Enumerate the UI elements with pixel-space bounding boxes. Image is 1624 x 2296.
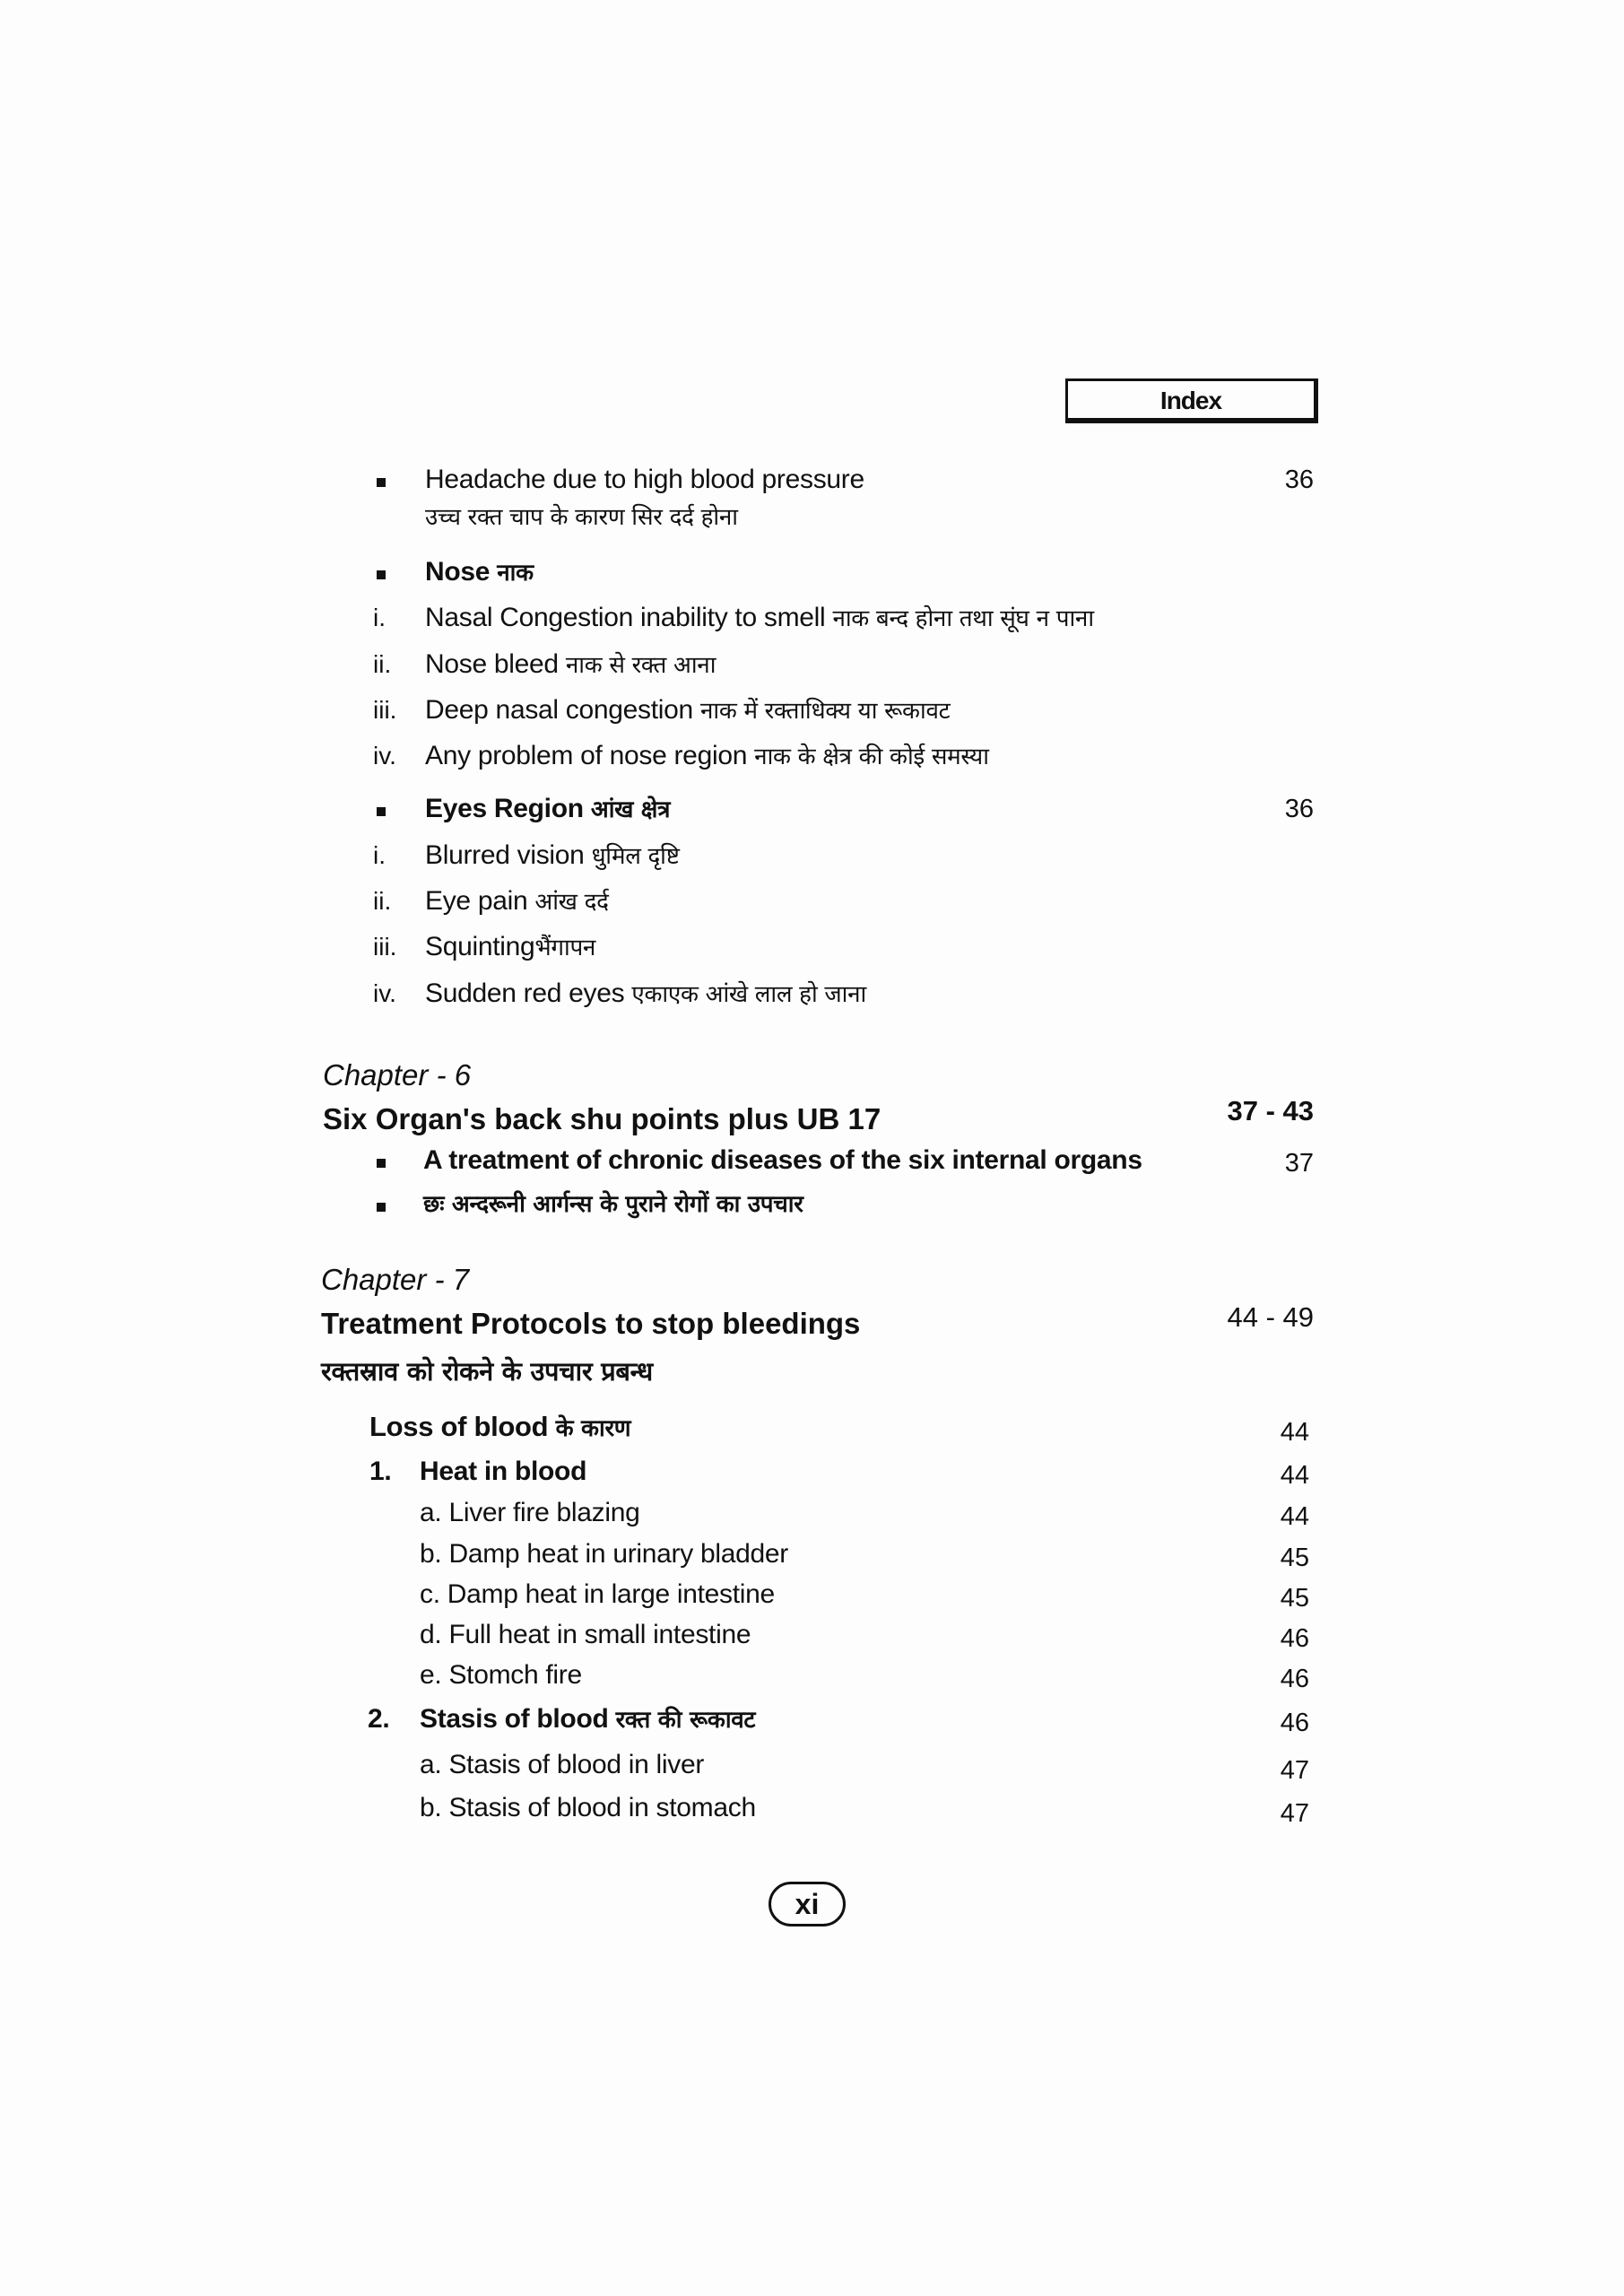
index-label: Index — [1159, 387, 1222, 414]
sub-item: a. Stasis of blood in liver — [420, 1750, 705, 1779]
headache-heading: Headache due to high blood pressure — [425, 465, 864, 494]
bullet-icon — [377, 1203, 386, 1212]
list-marker: iii. — [373, 696, 397, 724]
heat-in-blood-heading: Heat in blood — [420, 1457, 587, 1486]
list-marker: iii. — [373, 933, 397, 961]
list-marker: i. — [373, 604, 386, 631]
list-marker: ii. — [373, 887, 392, 915]
list-marker: i. — [373, 841, 386, 869]
sub-item: a. Liver fire blazing — [420, 1498, 640, 1527]
list-marker: iv. — [373, 742, 396, 770]
chapter-7-title-hindi: रक्तस्राव को रोकने के उपचार प्रबन्ध — [321, 1356, 653, 1387]
headache-heading-hindi: उच्च रक्त चाप के कारण सिर दर्द होना — [425, 504, 738, 531]
chapter-6-item-page: 37 — [1284, 1149, 1314, 1178]
sub-item: b. Damp heat in urinary bladder — [420, 1539, 788, 1569]
bullet-icon — [377, 478, 386, 487]
sub-item: b. Stasis of blood in stomach — [420, 1793, 756, 1822]
chapter-6-item: A treatment of chronic diseases of the six internal organs — [423, 1145, 1142, 1175]
heat-marker: 1. — [369, 1457, 392, 1486]
sub-item: e. Stomch fire — [420, 1660, 582, 1690]
sub-item-page: 46 — [1280, 1624, 1309, 1653]
sub-item-page: 45 — [1280, 1544, 1309, 1572]
list-marker: ii. — [373, 650, 392, 678]
list-item: Blurred vision धुमिल दृष्टि — [425, 840, 680, 870]
chapter-6-title: Six Organ's back shu points plus UB 17 — [323, 1102, 881, 1135]
sub-item-page: 46 — [1280, 1665, 1309, 1693]
sub-item-page: 47 — [1280, 1799, 1309, 1828]
list-item: Squintingभैंगापन — [425, 932, 596, 961]
loss-of-blood-heading: Loss of blood के कारण — [369, 1411, 631, 1442]
list-item: Eye pain आंख दर्द — [425, 886, 609, 916]
stasis-of-blood-heading: Stasis of blood रक्त की रूकावट — [420, 1704, 756, 1734]
chapter-6-pages: 37 - 43 — [1227, 1095, 1314, 1126]
stasis-marker: 2. — [368, 1704, 390, 1734]
chapter-7-title: Treatment Protocols to stop bleedings — [321, 1307, 861, 1340]
page-number: xi — [795, 1888, 820, 1920]
bullet-icon — [377, 570, 386, 579]
bullet-icon — [377, 807, 386, 816]
chapter-7-pages: 44 - 49 — [1227, 1301, 1314, 1333]
sub-item-page: 47 — [1280, 1756, 1309, 1785]
stasis-of-blood-page: 46 — [1280, 1709, 1309, 1737]
list-item: Sudden red eyes एकाएक आंखे लाल हो जाना — [425, 978, 866, 1008]
headache-page: 36 — [1284, 465, 1314, 494]
list-item: Nose bleed नाक से रक्त आना — [425, 649, 716, 679]
sub-item-page: 44 — [1280, 1502, 1309, 1531]
bullet-icon — [377, 1159, 386, 1168]
chapter-7-label: Chapter - 7 — [321, 1263, 470, 1296]
sub-item-page: 45 — [1280, 1584, 1309, 1613]
list-item: Any problem of nose region नाक के क्षेत्र की कोई समस्या — [425, 741, 989, 770]
list-item: Deep nasal congestion नाक में रक्ताधिक्य या रूकावट — [425, 695, 951, 725]
list-marker: iv. — [373, 979, 396, 1007]
eyes-heading: Eyes Region आंख क्षेत्र — [425, 794, 671, 823]
heat-in-blood-page: 44 — [1280, 1461, 1309, 1490]
chapter-6-label: Chapter - 6 — [323, 1058, 472, 1091]
list-item: Nasal Congestion inability to smell नाक बन्द होना तथा सूंघ न पाना — [425, 603, 1094, 632]
loss-of-blood-page: 44 — [1280, 1418, 1309, 1447]
chapter-6-item-hindi: छः अन्दरूनी आर्गन्स के पुराने रोगों का उपचार — [423, 1191, 803, 1218]
page-number-badge — [769, 1882, 846, 1926]
sub-item: d. Full heat in small intestine — [420, 1620, 751, 1649]
eyes-page: 36 — [1284, 795, 1314, 823]
index-header-box — [1065, 378, 1318, 423]
sub-item: c. Damp heat in large intestine — [420, 1579, 775, 1609]
nose-heading: Nose नाक — [425, 557, 534, 587]
